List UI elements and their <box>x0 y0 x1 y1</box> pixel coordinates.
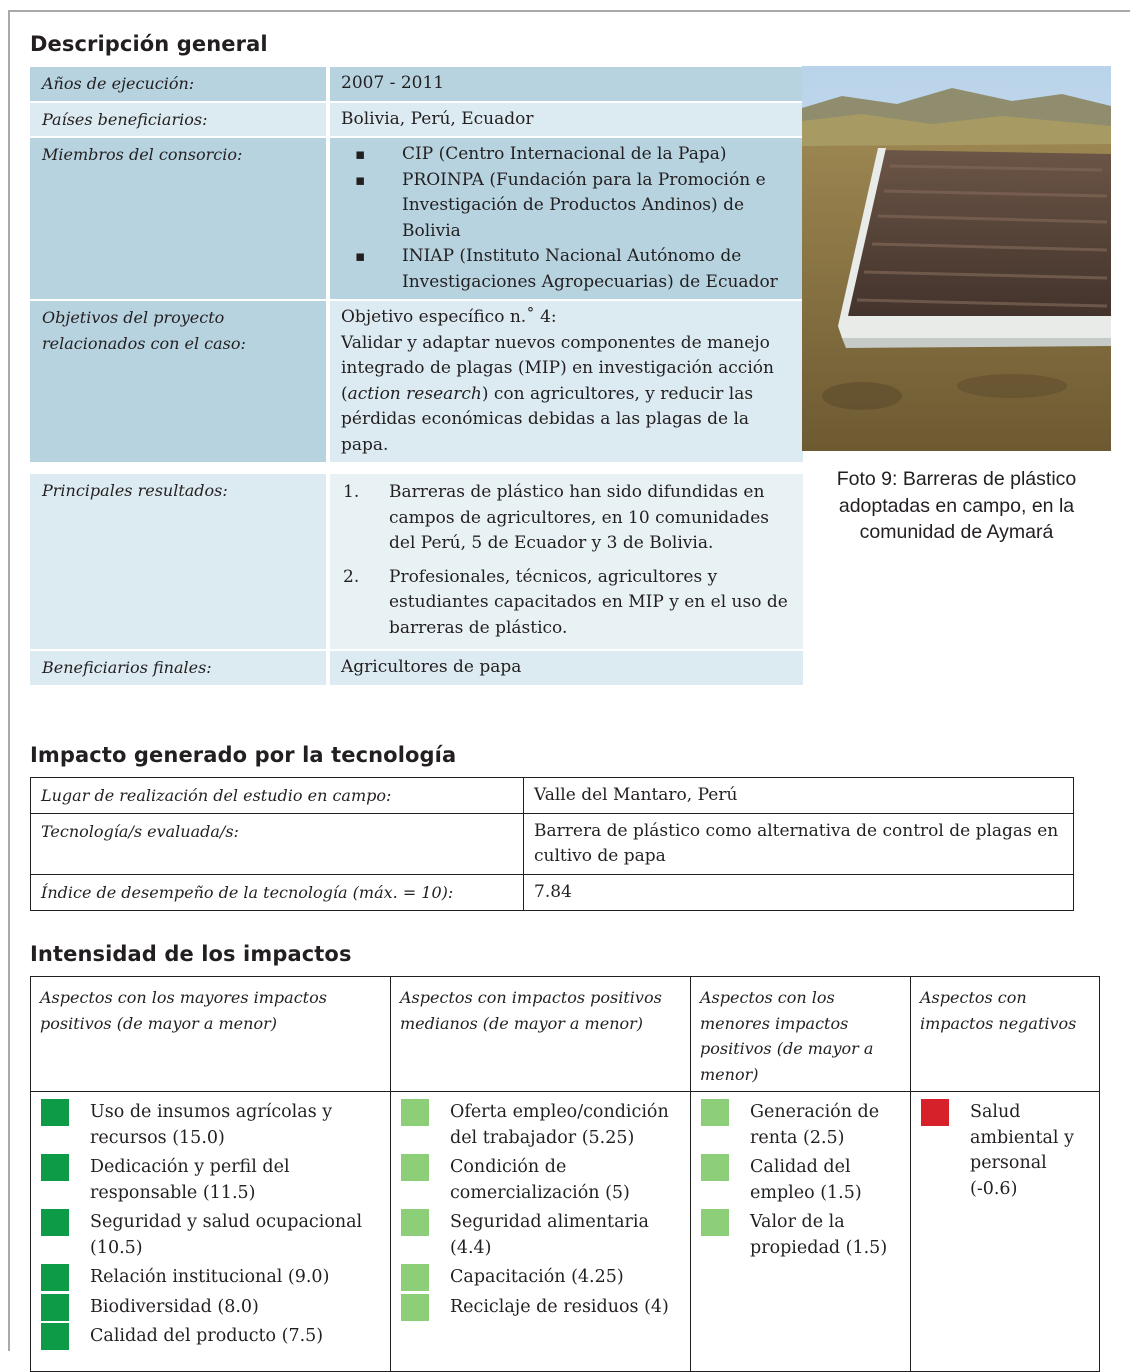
label-members: Miembros del consorcio: <box>30 137 328 300</box>
list-item <box>401 1295 684 1321</box>
list-item <box>41 1100 384 1151</box>
field-photo <box>802 66 1111 451</box>
low-impact-marker <box>701 1209 729 1236</box>
objective-text <box>341 331 797 459</box>
page-frame-left <box>8 10 10 1351</box>
label-index: Índice de desempeño de la tecnología (máx. = 10): <box>31 875 524 911</box>
result-number: 2. <box>343 566 360 587</box>
intensity-table <box>30 976 1100 1372</box>
list-item: ▪ PROINPA (Fundación para la Promoción e Investigación de Productos Andinos) de Bolivia <box>341 168 797 245</box>
objective-text-part: ) con agricultores, y reducir las pérdidas económicas debidas a las plagas de la papa. <box>341 383 754 455</box>
list-item <box>401 1265 684 1291</box>
label-results: Principales resultados: <box>30 468 328 650</box>
impact-label: Generación de renta (2.5) <box>750 1102 880 1148</box>
intensity-header-row <box>31 977 1100 1092</box>
row-objectives <box>30 300 803 468</box>
impact-label: Condición de comercialización (5) <box>450 1157 630 1203</box>
list-item <box>41 1210 384 1261</box>
header-low-impacts: Aspectos con los menores impactos positivos (de mayor a menor) <box>691 977 911 1092</box>
label-years: Años de ejecución: <box>30 67 328 102</box>
value-location: Valle del Mantaro, Perú <box>524 778 1074 814</box>
medium-impacts-cell <box>391 1092 691 1372</box>
intensity-body-row <box>31 1092 1100 1372</box>
result-text: Profesionales, técnicos, agricultores y estudiantes capacitados en MIP y en el uso de barreras de plástico. <box>389 566 788 638</box>
label-technology: Tecnología/s evaluada/s: <box>31 814 524 875</box>
negative-impact-marker <box>921 1099 949 1126</box>
header-negative-impacts: Aspectos con impactos negativos <box>911 977 1100 1092</box>
medium-impacts-list <box>401 1100 684 1320</box>
list-item <box>341 565 797 642</box>
list-item <box>41 1155 384 1206</box>
impact-label: Salud ambiental y personal (-0.6) <box>970 1102 1074 1199</box>
high-impact-marker <box>41 1294 69 1321</box>
low-impacts-cell <box>691 1092 911 1372</box>
list-item <box>41 1265 384 1291</box>
photo-caption: Foto 9: Barreras de plástico adoptadas en campo, en la comunidad de Aymará <box>836 468 1077 543</box>
impact-table <box>30 777 1074 911</box>
high-impacts-list <box>41 1100 384 1350</box>
row-years <box>30 67 803 102</box>
row-countries <box>30 102 803 138</box>
impact-label: Relación institucional (9.0) <box>90 1267 330 1287</box>
value-countries: Bolivia, Perú, Ecuador <box>328 102 803 138</box>
table-row <box>31 814 1074 875</box>
list-item <box>401 1100 684 1151</box>
result-text: Barreras de plástico han sido difundidas en campos de agricultores, en 10 comunidades del Perú, 5 de Ecuador y 3 de Bolivia. <box>389 482 769 553</box>
plastic-barrier-field-image <box>802 66 1111 451</box>
list-item <box>41 1295 384 1321</box>
section-heading-general: Descripción general <box>30 32 268 56</box>
low-impact-marker <box>701 1154 729 1181</box>
high-impact-marker <box>41 1099 69 1126</box>
medium-impact-marker <box>401 1209 429 1236</box>
value-results <box>328 468 803 650</box>
section-heading-impact: Impacto generado por la tecnología <box>30 743 457 767</box>
impact-label: Seguridad alimentaria (4.4) <box>450 1212 649 1258</box>
impact-label: Dedicación y perfil del responsable (11.5) <box>90 1157 290 1203</box>
impact-label: Capacitación (4.25) <box>450 1267 624 1287</box>
value-technology: Barrera de plástico como alternativa de control de plagas en cultivo de papa <box>524 814 1074 875</box>
header-medium-impacts: Aspectos con impactos positivos medianos (de mayor a menor) <box>391 977 691 1092</box>
high-impact-marker <box>41 1264 69 1291</box>
medium-impact-marker <box>401 1154 429 1181</box>
value-objectives <box>328 300 803 468</box>
value-members <box>328 137 803 300</box>
row-members <box>30 137 803 300</box>
label-countries: Países beneficiarios: <box>30 102 328 138</box>
label-objectives: Objetivos del proyecto relacionados con el caso: <box>30 300 328 468</box>
list-item <box>701 1155 904 1206</box>
impact-label: Biodiversidad (8.0) <box>90 1296 259 1317</box>
table-row <box>31 778 1074 814</box>
medium-impact-marker <box>401 1294 429 1321</box>
list-item: ▪ CIP (Centro Internacional de la Papa) <box>341 142 797 168</box>
list-item <box>401 1210 684 1261</box>
section-heading-intensity: Intensidad de los impactos <box>30 942 352 966</box>
high-impacts-cell <box>31 1092 391 1372</box>
low-impact-marker <box>701 1099 729 1126</box>
negative-impacts-cell <box>911 1092 1100 1372</box>
high-impact-marker <box>41 1154 69 1181</box>
list-item <box>341 480 797 557</box>
impact-label: Oferta empleo/condición del trabajador (5.25) <box>450 1102 669 1148</box>
impact-label: Reciclaje de residuos (4) <box>450 1296 669 1317</box>
objective-text-part: Validar y adaptar nuevos componentes de manejo integrado de plagas (MIP) en investigación acción ( <box>341 332 774 404</box>
list-item <box>921 1100 1093 1202</box>
list-item <box>41 1324 384 1350</box>
high-impact-marker <box>41 1209 69 1236</box>
results-list <box>341 480 797 641</box>
list-item: ▪ INIAP (Instituto Nacional Autónomo de Investigaciones Agropecuarias) de Ecuador <box>341 244 797 295</box>
list-item <box>701 1100 904 1151</box>
objective-title: Objetivo específico n.˚ 4: <box>341 307 557 327</box>
medium-impact-marker <box>401 1264 429 1291</box>
members-list <box>341 142 797 295</box>
header-high-impacts: Aspectos con los mayores impactos positivos (de mayor a menor) <box>31 977 391 1092</box>
label-location: Lugar de realización del estudio en campo: <box>31 778 524 814</box>
medium-impact-marker <box>401 1099 429 1126</box>
page-frame-top <box>8 10 1130 12</box>
high-impact-marker <box>41 1323 69 1350</box>
value-beneficiaries: Agricultores de papa <box>328 650 803 685</box>
table-row <box>31 875 1074 911</box>
list-item <box>701 1210 904 1261</box>
list-item <box>401 1155 684 1206</box>
objective-text-italic: action research <box>347 383 482 404</box>
impact-label: Seguridad y salud ocupacional (10.5) <box>90 1212 363 1258</box>
low-impacts-list <box>701 1100 904 1261</box>
impact-label: Uso de insumos agrícolas y recursos (15.0) <box>90 1102 333 1148</box>
impact-label: Calidad del empleo (1.5) <box>750 1157 862 1203</box>
value-index: 7.84 <box>524 875 1074 911</box>
row-beneficiaries <box>30 650 803 685</box>
negative-impacts-list <box>921 1100 1093 1202</box>
result-number: 1. <box>343 482 360 502</box>
impact-label: Valor de la propiedad (1.5) <box>750 1212 888 1258</box>
general-description-table <box>30 67 803 685</box>
label-beneficiaries: Beneficiarios finales: <box>30 650 328 685</box>
value-years: 2007 - 2011 <box>328 67 803 102</box>
row-results <box>30 468 803 650</box>
impact-label: Calidad del producto (7.5) <box>90 1326 324 1346</box>
